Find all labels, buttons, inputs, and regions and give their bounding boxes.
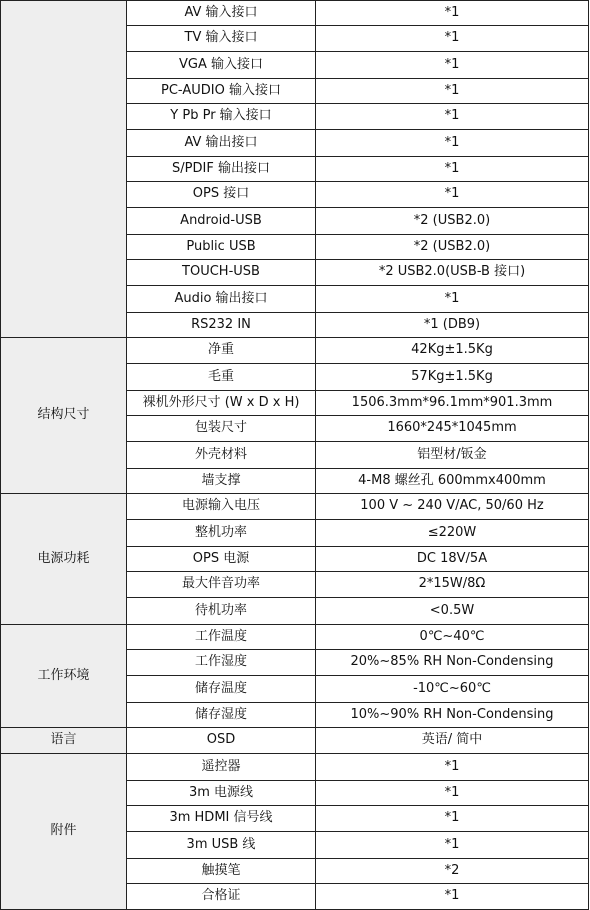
spec-name-cell: 触摸笔	[127, 859, 316, 884]
spec-name-cell: 储存温度	[127, 676, 316, 703]
spec-name-cell: 3m USB 线	[127, 832, 316, 859]
spec-name-cell: TOUCH-USB	[127, 260, 316, 286]
spec-value-cell: 0℃~40℃	[316, 625, 589, 650]
spec-row	[1, 1, 589, 26]
spec-name-cell: Audio 输出接口	[127, 286, 316, 313]
spec-value-cell: *1	[316, 286, 589, 313]
spec-name-cell: AV 输入接口	[127, 1, 316, 26]
spec-name-cell: 工作温度	[127, 625, 316, 650]
spec-value-cell: *1	[316, 884, 589, 910]
spec-value-cell: 42Kg±1.5Kg	[316, 338, 589, 364]
spec-name-cell: Y Pb Pr 输入接口	[127, 104, 316, 130]
spec-value-cell: 英语/ 简中	[316, 728, 589, 754]
spec-name-cell: 外壳材料	[127, 442, 316, 469]
spec-value-cell: *1 (DB9)	[316, 313, 589, 338]
spec-name-cell: 裸机外形尺寸 (W x D x H)	[127, 391, 316, 416]
category-cell: 电源功耗	[1, 494, 127, 625]
spec-value-cell: 2*15W/8Ω	[316, 572, 589, 598]
spec-name-cell: 净重	[127, 338, 316, 364]
spec-row	[1, 494, 589, 520]
category-cell: 附件	[1, 754, 127, 910]
spec-name-cell: 最大伴音功率	[127, 572, 316, 598]
spec-value-cell: *1	[316, 832, 589, 859]
spec-name-cell: 整机功率	[127, 520, 316, 547]
spec-name-cell: 毛重	[127, 364, 316, 391]
spec-value-cell: *2	[316, 859, 589, 884]
spec-value-cell: *1	[316, 754, 589, 781]
spec-name-cell: S/PDIF 输出接口	[127, 157, 316, 182]
category-cell: 工作环境	[1, 625, 127, 728]
spec-row	[1, 728, 589, 754]
spec-value-cell: 20%~85% RH Non-Condensing	[316, 650, 589, 676]
category-cell: 结构尺寸	[1, 338, 127, 494]
spec-value-cell: *1	[316, 26, 589, 52]
spec-value-cell: 10%~90% RH Non-Condensing	[316, 703, 589, 728]
spec-name-cell: 工作湿度	[127, 650, 316, 676]
spec-value-cell: 4-M8 螺丝孔 600mmx400mm	[316, 469, 589, 494]
spec-name-cell: 遥控器	[127, 754, 316, 781]
spec-name-cell: OPS 接口	[127, 182, 316, 208]
spec-name-cell: 电源输入电压	[127, 494, 316, 520]
spec-name-cell: VGA 输入接口	[127, 52, 316, 79]
spec-name-cell: PC-AUDIO 输入接口	[127, 79, 316, 104]
spec-value-cell: <0.5W	[316, 598, 589, 625]
spec-row	[1, 625, 589, 650]
spec-name-cell: Public USB	[127, 235, 316, 260]
spec-name-cell: 储存湿度	[127, 703, 316, 728]
spec-name-cell: OSD	[127, 728, 316, 754]
spec-name-cell: 合格证	[127, 884, 316, 910]
spec-name-cell: 3m 电源线	[127, 781, 316, 806]
spec-value-cell: *2 (USB2.0)	[316, 235, 589, 260]
spec-value-cell: ≤220W	[316, 520, 589, 547]
spec-value-cell: 100 V ~ 240 V/AC, 50/60 Hz	[316, 494, 589, 520]
spec-name-cell: Android-USB	[127, 208, 316, 235]
spec-value-cell: *1	[316, 52, 589, 79]
spec-value-cell: 1660*245*1045mm	[316, 416, 589, 442]
category-cell: 语言	[1, 728, 127, 754]
spec-name-cell: AV 输出接口	[127, 130, 316, 157]
spec-value-cell: *1	[316, 104, 589, 130]
spec-row	[1, 754, 589, 781]
category-cell	[1, 1, 127, 338]
spec-value-cell: *1	[316, 182, 589, 208]
spec-value-cell: *1	[316, 79, 589, 104]
spec-row	[1, 338, 589, 364]
spec-value-cell: *1	[316, 1, 589, 26]
spec-value-cell: *1	[316, 806, 589, 832]
spec-value-cell: DC 18V/5A	[316, 547, 589, 572]
spec-value-cell: *2 (USB2.0)	[316, 208, 589, 235]
spec-value-cell: *2 USB2.0(USB-B 接口)	[316, 260, 589, 286]
spec-name-cell: 待机功率	[127, 598, 316, 625]
spec-table-body	[1, 1, 589, 910]
spec-name-cell: 包装尺寸	[127, 416, 316, 442]
spec-name-cell: OPS 电源	[127, 547, 316, 572]
spec-value-cell: *1	[316, 781, 589, 806]
spec-name-cell: RS232 IN	[127, 313, 316, 338]
spec-value-cell: 铝型材/钣金	[316, 442, 589, 469]
spec-value-cell: 57Kg±1.5Kg	[316, 364, 589, 391]
spec-name-cell: TV 输入接口	[127, 26, 316, 52]
spec-name-cell: 3m HDMI 信号线	[127, 806, 316, 832]
spec-value-cell: *1	[316, 130, 589, 157]
spec-name-cell: 墙支撑	[127, 469, 316, 494]
spec-value-cell: -10℃~60℃	[316, 676, 589, 703]
spec-value-cell: *1	[316, 157, 589, 182]
spec-value-cell: 1506.3mm*96.1mm*901.3mm	[316, 391, 589, 416]
